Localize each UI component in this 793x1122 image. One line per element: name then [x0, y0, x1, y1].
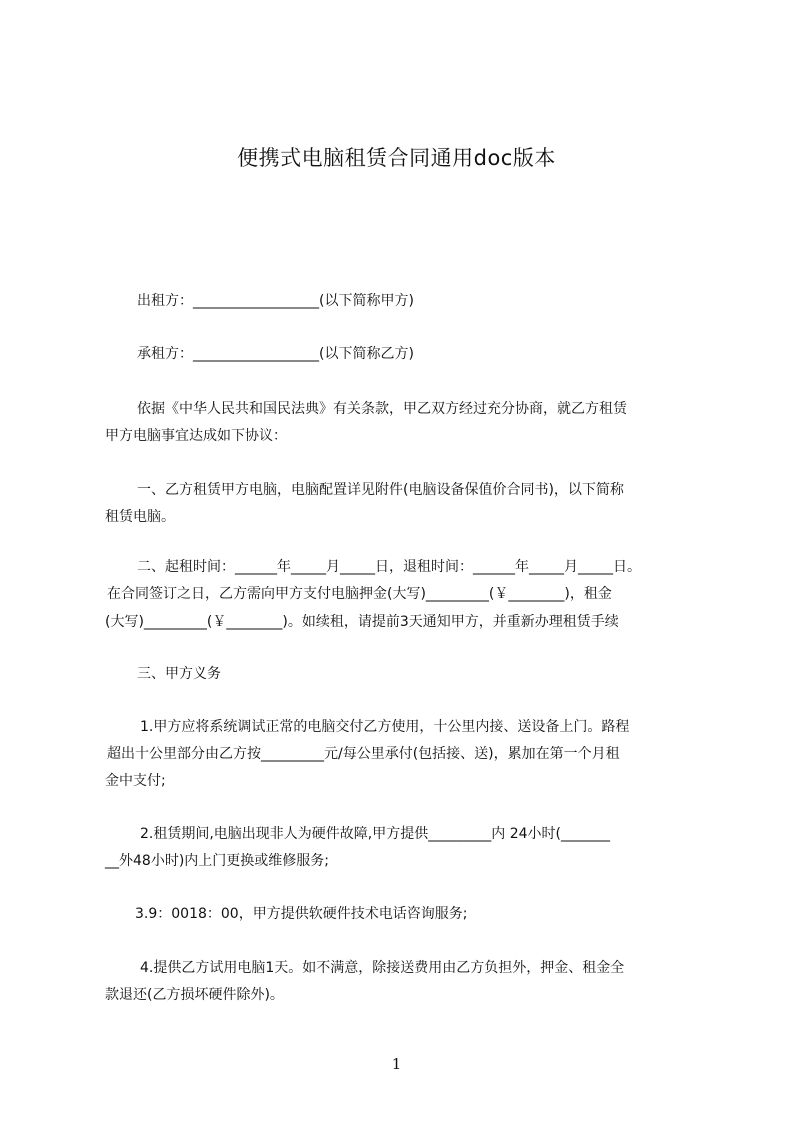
page-number: 1 [391, 1055, 402, 1073]
lessee-line: 承租方：__________________(以下简称乙方) [137, 346, 414, 362]
section-3-heading: 三、甲方义务 [137, 666, 221, 682]
obligation-1-line-3: 金中支付; [105, 773, 166, 789]
clause-2-line-1: 二、起租时间：______年_____月_____日，退租时间：______年_____月_____日。 [137, 559, 641, 575]
lessor-line: 出租方：__________________(以下简称甲方) [137, 293, 414, 309]
obligation-1-line-2: 超出十公里部分由乙方按_________元/每公里承付(包括接、送)，累加在第一个月租 [107, 746, 620, 762]
preamble-line-1: 依据《中华人民共和国民法典》有关条款，甲乙双方经过充分协商，就乙方租赁 [137, 401, 627, 417]
obligation-3-line: 3.9：0018：00，甲方提供软硬件技术电话咨询服务; [135, 906, 468, 922]
obligation-2-line-1: 2.租赁期间,电脑出现非人为硬件故障,甲方提供_________内 24小时(_______ [140, 826, 610, 842]
clause-1-line-1: 一、乙方租赁甲方电脑，电脑配置详见附件(电脑设备保值价合同书)，以下简称 [137, 482, 624, 498]
obligation-4-line-1: 4.提供乙方试用电脑1天。如不满意，除接送费用由乙方负担外，押金、租金全 [140, 960, 625, 976]
obligation-1-line-1: 1.甲方应将系统调试正常的电脑交付乙方使用，十公里内接、送设备上门。路程 [140, 719, 630, 735]
clause-2-line-3: (大写)_________(￥________)。如续租，请提前3天通知甲方，并重新办理租赁手续 [105, 614, 619, 630]
obligation-2-line-2: __外48小时)内上门更换或维修服务; [105, 853, 329, 869]
clause-2-line-2: 在合同签订之日，乙方需向甲方支付电脑押金(大写)_________(￥________)，租金 [107, 586, 612, 602]
obligation-4-line-2: 款退还(乙方损坏硬件除外)。 [105, 987, 284, 1003]
clause-1-line-2: 租赁电脑。 [105, 509, 175, 525]
document-title: 便携式电脑租赁合同通用doc版本 [237, 146, 556, 170]
preamble-line-2: 甲方电脑事宜达成如下协议： [105, 428, 287, 444]
